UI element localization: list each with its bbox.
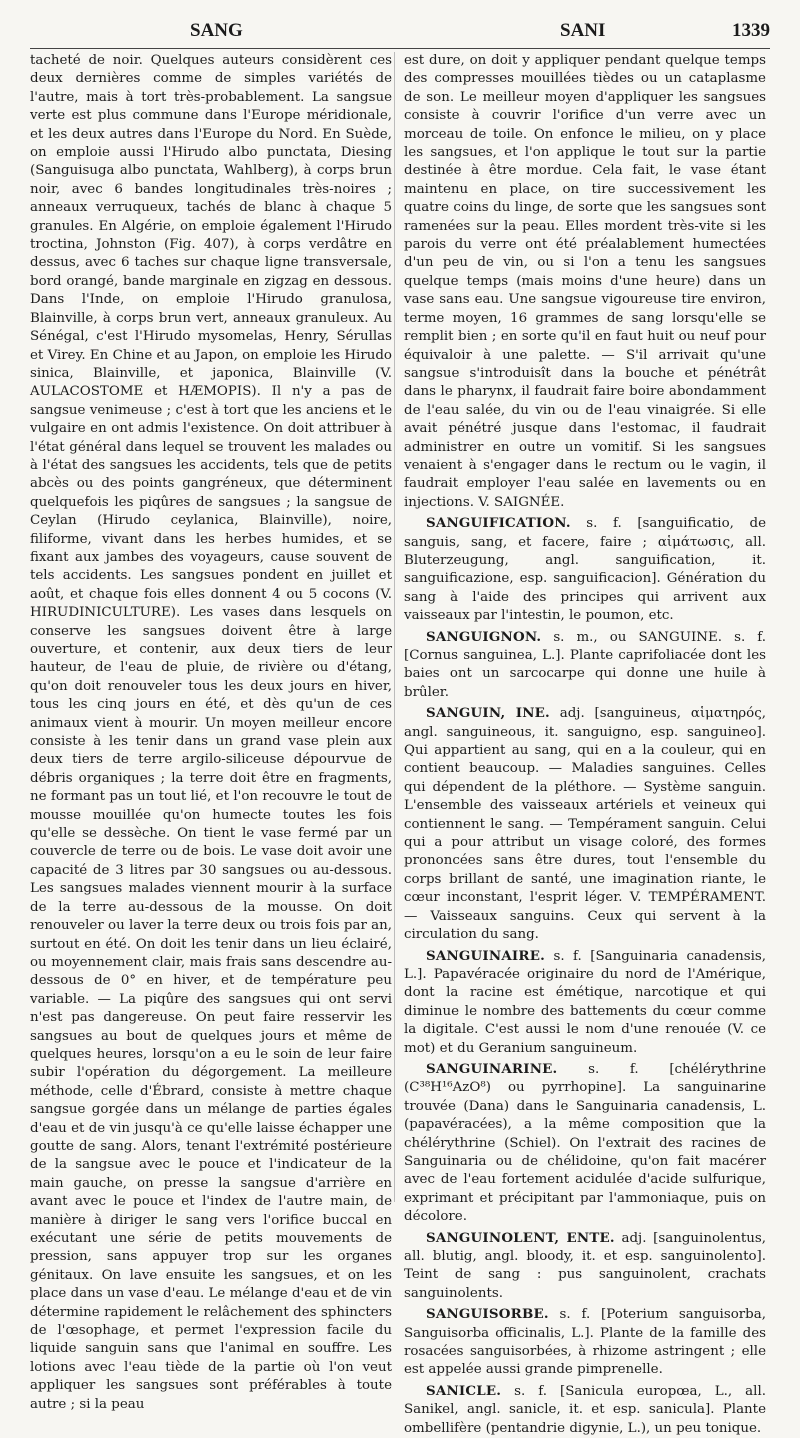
definition: s. m., ou SANGUINE. s. f. [Cornus sanguinea, L.]. Plante caprifoliacée dont les baies ont un sarcocarpe qui donne une huile à brûler. xyxy=(404,629,766,700)
header-left-word: SANG xyxy=(190,20,243,41)
headword: SANGUINAIRE. xyxy=(426,947,545,964)
definition: s. f. [chélérythrine (C³⁸H¹⁶AzO⁸) ou pyrrhopine]. La sanguinarine trouvée (Dana) dans le Sanguinaria canadensis, L. (papavéracées), a la même composition que la chélérythrine (Schiel). On l'extrait des racines de Sanguinaria ou de chélidoine, qu'on fait macérer avec de l'eau fortement acidulée d'acide sulfurique, exprimant et précipitant par l'ammoniaque, puis on décolore. xyxy=(404,1061,767,1225)
entry-sanguisorbe xyxy=(404,1305,766,1380)
definition: s. f. [sanguificatio, de sanguis, sang, et facere, faire ; αἱμάτωσις, all. Bluterzeugung, angl. sanguification, it. sanguificazione, esp. sanguificacion]. Génération du sang à l'aide des principes qui arrivent aux vaisseaux par l'intestin, le poumon, etc. xyxy=(404,516,766,624)
definition: adj. [sanguinolentus, all. blutig, angl. bloody, it. et esp. sanguinolento]. Teint de sang : pus sanguinolent, crachats sanguinolents. xyxy=(404,1230,766,1301)
entry-sanguification xyxy=(404,514,766,625)
header-rule xyxy=(30,48,770,49)
headword: SANGUIFICATION. xyxy=(426,515,571,532)
left-column-text: tacheté de noir. Quelques auteurs considèrent ces deux dernières comme de simples variétés de l'autre, mais à tort très-probablement. La sangsue verte est plus commune dans l'Europe méridionale, et les deux autres dans l'Europe du Nord. En Suède, on emploie aussi l'Hirudo albo punctata, Diesing (Sanguisuga albo punctata, Wahlberg), à corps brun noir, avec 6 bandes longitudinales très-noires ; anneaux verruqueux, tachés de blanc à chaque 5 granules. En Algérie, on emploie également l'Hirudo troctina, Johnston (Fig. 407), à corps verdâtre en dessus, avec 6 taches sur chaque ligne transversale, bord orangé, bande marginale en zigzag en dessous. Dans l'Inde, on emploie l'Hirudo granulosa, Blainville, à corps brun vert, anneaux granuleux. Au Sénégal, c'est l'Hirudo mysomelas, Henry, Sérullas et Virey. En Chine et au Japon, on emploie les Hirudo sinica, Blainville, et japonica, Blainville (V. AULACOSTOME et HÆMOPIS). Il n'y a pas de sangsue venimeuse ; c'est à tort que les anciens et le vulgaire en ont admis l'existence. On doit attribuer à l'état général dans lequel se trouvent les malades ou à l'état des sangsues les accidents, tels que de petits abcès ou des points gangréneux, que déterminent quelquefois les piqûres de sangsues ; la sangsue de Ceylan (Hirudo ceylanica, Blainville), noire, filiforme, vivant dans les herbes humides, et se fixant aux jambes des voyageurs, cause souvent de tels accidents. Les sangsues pondent en juillet et août, et chaque fois elles donnent 4 ou 5 cocons (V. HIRUDINICULTURE). Les vases dans lesquels on conserve les sangsues doivent être à large ouverture, et contenir, aux deux tiers de leur hauteur, de l'eau de pluie, de rivière ou d'étang, qu'on doit renouveler tous les deux jours en hiver, tous les cinq jours en été, et dès qu'un de ces animaux vient à mourir. Un moyen meilleur encore consiste à les tenir dans un grand vase plein aux deux tiers de terre argilo-siliceuse dépourvue de débris organiques ; la terre doit être en fragments, ne formant pas un tout lié, et l'on recouvre le tout de mousse mouillée qu'on humecte toutes les fois qu'elle se dessèche. On tient le vase fermé par un couvercle de terre ou de bois. Le vase doit avoir une capacité de 3 litres par 30 sangsues ou au-dessous. Les sangsues malades viennent mourir à la surface de la terre au-dessous de la mousse. On doit renouveler ou laver la terre deux ou trois fois par an, surtout en été. On doit les tenir dans un lieu éclairé, ou moyennement clair, mais frais sans descendre au-dessous de 0° en hiver, et de température peu variable. — La piqûre des sangsues qui ont servi n'est pas dangereuse. On peut faire resservir les sangsues au bout de quelques jours et même de quelques heures, lorsqu'on a eu le soin de leur faire subir l'opération du dégorgement. La meilleure méthode, celle d'Ébrard, consiste à mettre chaque sangsue gorgée dans un mélange de parties égales d'eau et de vin jusqu'à ce qu'elle laisse échapper une goutte de sang. Alors, tenant l'extrémité postérieure de la sangsue avec le pouce et l'indicateur de la main gauche, on presse la sangsue d'arrière en avant avec le pouce et l'index de l'autre main, de manière à diriger le sang vers l'orifice buccal en exécutant une série de petits mouvements de pression, sans appuyer trop sur les organes génitaux. On lave ensuite les sangsues, et on les place dans un vase d'eau. Le mélange d'eau et de vin détermine rapidement le relâchement des sphincters de l'œsophage, et permet l'expression facile du liquide sanguin sans que l'animal en souffre. Les lotions avec l'eau tiède de la partie où l'on veut appliquer les sangsues sont préférables à toute autre ; si la peau xyxy=(30,53,392,1412)
running-header xyxy=(30,20,770,48)
entry-sanguinarine xyxy=(404,1060,766,1227)
entry-sanguinolent xyxy=(404,1229,766,1304)
definition: adj. [sanguineus, αἱματηρός, angl. sanguineous, it. sanguigno, esp. sanguineo]. Qui appartient au sang, qui en a la couleur, qui en contient beaucoup. — Maladies sanguines. Celles qui dépendent de la pléthore. — Système sanguin. L'ensemble des vaisseaux artériels et veineux qui contiennent le sang. — Tempérament sanguin. Celui qui a pour attribut un visage coloré, des formes prononcées sans être dures, tout l'ensemble du corps brillant de santé, une imagination riante, le cœur inconstant, l'esprit léger. V. TEMPÉRAMENT. — Vaisseaux sanguins. Ceux qui servent à la circulation du sang. xyxy=(404,706,766,943)
page-number: 1339 xyxy=(732,20,770,41)
right-column xyxy=(404,52,767,1436)
entry-sanguin xyxy=(404,704,766,944)
headword: SANGUINARINE. xyxy=(426,1060,558,1077)
headword: SANGUISORBE. xyxy=(426,1306,549,1323)
left-column xyxy=(30,52,392,1412)
headword: SANICLE. xyxy=(426,1382,502,1399)
headword: SANGUIGNON. xyxy=(426,628,542,645)
definition: s. f. [Sanguinaria canadensis, L.]. Papavéracée originaire du nord de l'Amérique, dont la racine est émétique, narcotique et qui diminue le nombre des battements du cœur comme la digitale. C'est aussi le nom d'une renouée (V. ce mot) et du Geranium sanguineum. xyxy=(404,948,766,1056)
definition: s. f. [Poterium sanguisorba, Sanguisorba officinalis, L.]. Plante de la famille des rosacées sanguisorbées, à rhizome astringent ; elle est appelée aussi grande pimprenelle. xyxy=(404,1307,766,1378)
entry-sanicle xyxy=(404,1382,766,1438)
headword: SANGUINOLENT, ENTE. xyxy=(426,1229,615,1246)
entry-sanguinaire xyxy=(404,947,766,1058)
header-center-word: SANI xyxy=(560,20,606,41)
entry-sanguignon xyxy=(404,628,766,703)
headword: SANGUIN, INE. xyxy=(426,705,550,722)
column-divider xyxy=(394,52,395,1202)
right-column-intro: est dure, on doit y appliquer pendant quelque temps des compresses mouillées tièdes ou un cataplasme de son. Le meilleur moyen d'appliquer les sangsues consiste à couvrir l'orifice d'un verre avec un morceau de toile. On enfonce le milieu, on y place les sangsues, et l'on applique le tout sur la partie destinée à être mordue. Cela fait, le vase étant maintenu en place, on tire successivement les quatre coins du linge, de sorte que les sangsues sont ramenées sur la peau. Elles mordent très-vite si les parois du verre ont été préalablement humectées d'un peu de vin, ou si l'on a tenu les sangsues quelque temps (mais moins d'une heure) dans un vase sans eau. Une sangsue vigoureuse tire environ, terme moyen, 16 grammes de sang lorsqu'elle se remplit bien ; en sorte qu'il en faut huit ou neuf pour équivaloir à une palette. — S'il arrivait qu'une sangsue s'introduisît dans la bouche et pénétrât dans le pharynx, il faudrait faire boire abondamment de l'eau salée, du vin ou de l'eau vinaigrée. Si elle avait pénétré jusque dans l'estomac, il faudrait administrer en outre un vomitif. Si les sangsues venaient à s'engager dans le rectum ou le vagin, il faudrait employer l'eau salée en lavements ou en injections. V. SAIGNÉE. xyxy=(404,53,766,510)
definition: s. f. [Sanicula europœa, L., all. Sanikel, angl. sanicle, it. et esp. sanicula]. Plante ombellifère (pentandrie digynie, L.), un peu tonique. xyxy=(404,1383,766,1436)
